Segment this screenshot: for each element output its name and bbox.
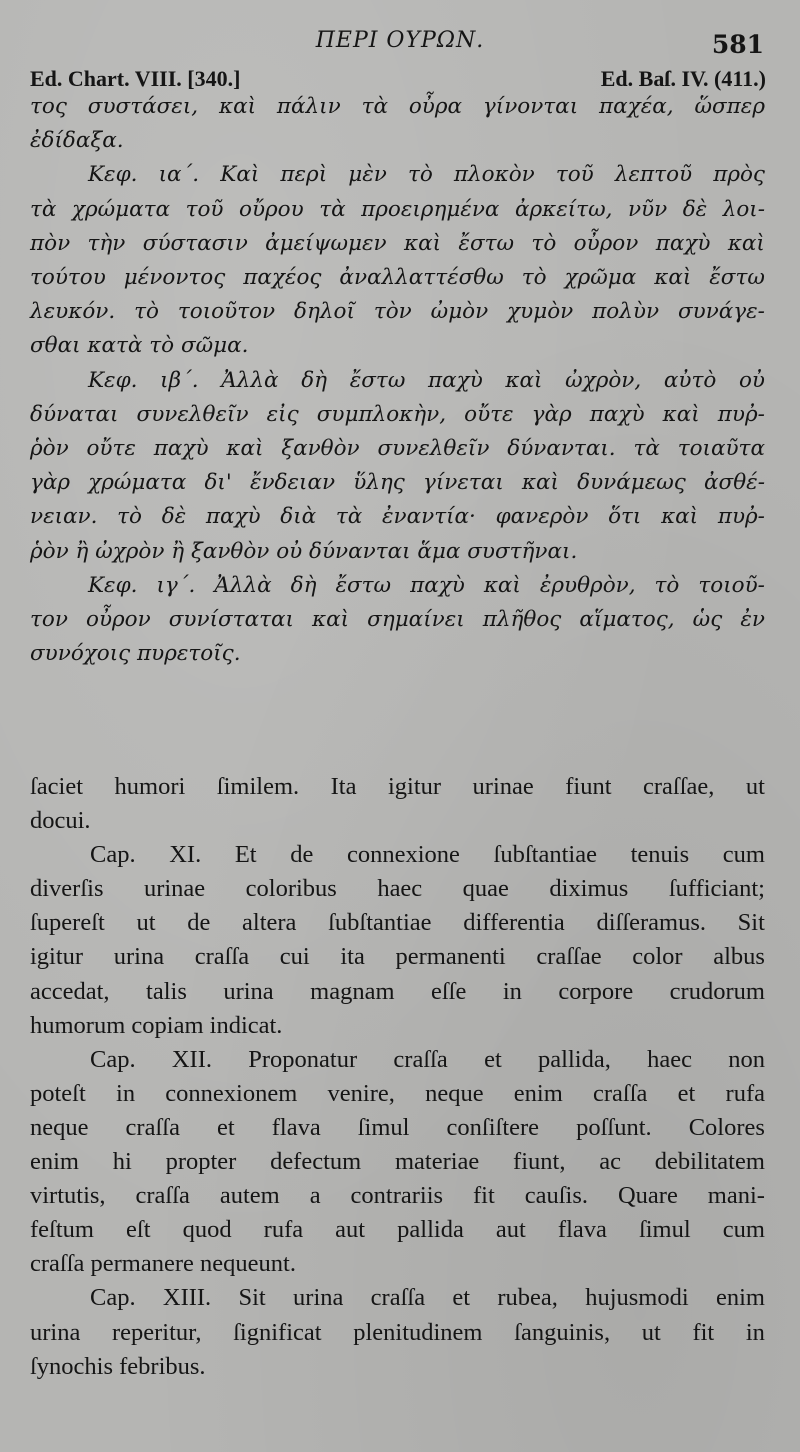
- greek-line: πὸν τὴν σύστασιν ἀμείψωμεν καὶ ἔστω τὸ οὖρον παχὺ καὶ: [30, 230, 765, 256]
- greek-line: συνόχοις πυρετοῖς.: [30, 641, 241, 667]
- greek-line: Κεφ. ια΄. Καὶ περὶ μὲν τὸ πλοκὸν τοῦ λεπτοῦ πρὸς: [88, 162, 765, 188]
- latin-line: humorum copiam indicat.: [30, 1011, 283, 1039]
- latin-line: poteſt in connexionem venire, neque enim craſſa et rufa: [30, 1079, 765, 1107]
- page-number: 581: [711, 30, 764, 59]
- latin-line: urina reperitur, ſignificat plenitudinem ſanguinis, ut fit in: [30, 1318, 765, 1346]
- greek-line: Κεφ. ιβ΄. Ἀλλὰ δὴ ἔστω παχὺ καὶ ὠχρὸν, αὐτὸ οὐ: [88, 367, 765, 393]
- greek-line: γὰρ χρώματα δι' ἔνδειαν ὕλης γίνεται καὶ δυνάμεως ἀσθέ-: [30, 470, 765, 496]
- greek-line: Κεφ. ιγ΄. Ἀλλὰ δὴ ἔστω παχὺ καὶ ἐρυθρὸν, τὸ τοιοῦ-: [88, 572, 765, 598]
- greek-line: ῥὸν ἢ ὠχρὸν ἢ ξανθὸν οὐ δύνανται ἅμα συστῆναι.: [30, 538, 578, 564]
- greek-line: νειαν. τὸ δὲ παχὺ διὰ τὰ ἐναντία· φανερὸν ὅτι καὶ πυῤ-: [30, 504, 765, 530]
- greek-line: τος συστάσει, καὶ πάλιν τὰ οὖρα γίνονται παχέα, ὥσπερ: [30, 94, 765, 119]
- greek-line: τούτου μένοντος παχέος ἀναλλαττέσθω τὸ χρῶμα καὶ ἔστω: [30, 265, 765, 291]
- edition-reference: [30, 66, 766, 92]
- latin-line: igitur urina craſſa cui ita permanenti craſſae color albus: [30, 943, 765, 971]
- latin-line: Cap. XIII. Sit urina craſſa et rubea, hujusmodi enim: [90, 1284, 765, 1312]
- latin-line: enim hi propter defectum materiae fiunt, ac debilitatem: [30, 1148, 765, 1176]
- greek-line: λευκόν. τὸ τοιοῦτον δηλοῖ τὸν ὠμὸν χυμὸν πολὺν συνάγε-: [30, 299, 765, 325]
- edition-reference-left: Ed. Chart. VIII. [340.]: [30, 66, 241, 91]
- latin-line: craſſa permanere nequeunt.: [30, 1250, 296, 1278]
- greek-line: ἐδίδαξα.: [30, 128, 124, 154]
- running-head: ΠΕΡΙ ΟΥΡΩΝ.: [315, 28, 485, 53]
- latin-text: [30, 770, 765, 1384]
- greek-line: δύναται συνελθεῖν εἰς συμπλοκὴν, οὔτε γὰρ παχὺ καὶ πυῤ-: [30, 401, 765, 427]
- greek-line: τὰ χρώματα τοῦ οὔρου τὰ προειρημένα ἀρκείτω, νῦν δὲ λοι-: [30, 196, 765, 222]
- latin-line: accedat, talis urina magnam eſſe in corpore crudorum: [30, 977, 765, 1005]
- latin-line: ſupereſt ut de altera ſubſtantiae differentia diſſeramus. Sit: [30, 909, 765, 937]
- latin-line: neque craſſa et flava ſimul conſiſtere poſſunt. Colores: [30, 1113, 765, 1141]
- latin-line: ſynochis febribus.: [30, 1352, 206, 1380]
- latin-line: virtutis, craſſa autem a contrariis fit cauſis. Quare mani-: [30, 1182, 765, 1210]
- latin-line: Cap. XI. Et de connexione ſubſtantiae tenuis cum: [90, 841, 765, 869]
- greek-line: ῥὸν οὔτε παχὺ καὶ ξανθὸν συνελθεῖν δύνανται. τὰ τοιαῦτα: [30, 436, 765, 462]
- greek-text: [30, 90, 765, 671]
- latin-line: feſtum eſt quod rufa aut pallida aut flava ſimul cum: [30, 1216, 765, 1244]
- latin-line: ſaciet humori ſimilem. Ita igitur urinae fiunt craſſae, ut: [30, 773, 765, 800]
- edition-reference-right: Ed. Baſ. IV. (411.): [600, 66, 766, 91]
- latin-line: docui.: [30, 807, 91, 835]
- greek-line: τον οὖρον συνίσταται καὶ σημαίνει πλῆθος αἵματος, ὡς ἐν: [30, 607, 765, 633]
- latin-line: Cap. XII. Proponatur craſſa et pallida, haec non: [90, 1045, 765, 1073]
- greek-line: σθαι κατὰ τὸ σῶμα.: [30, 333, 249, 359]
- latin-line: diverſis urinae coloribus haec quae diximus ſufficiant;: [30, 875, 765, 903]
